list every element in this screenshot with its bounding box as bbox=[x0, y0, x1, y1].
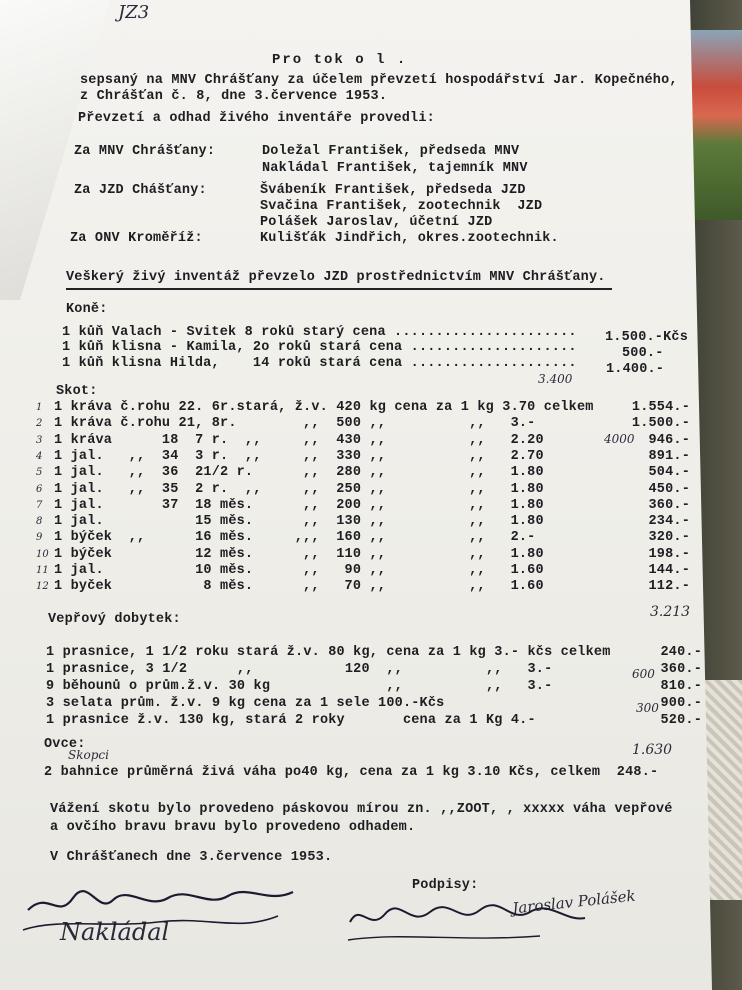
skot-price: 320.- bbox=[648, 530, 690, 546]
skot-row: 1 jal. ,, 35 2 r. ,, ,, 250 ,, ,, 1.80 bbox=[54, 481, 544, 497]
skot-row-number: 10 bbox=[36, 548, 49, 560]
vepr-price: 520.- bbox=[660, 713, 702, 728]
party-name: Polášek Jaroslav, účetní JZD bbox=[260, 215, 493, 230]
vepr-sum: 1.630 bbox=[632, 742, 673, 758]
skot-price: 360.- bbox=[648, 497, 690, 513]
party-name: Nakládal František, tajemník MNV bbox=[262, 161, 528, 176]
signature-scribble-left bbox=[18, 870, 318, 960]
skot-row: 1 byček 8 měs. ,, 70 ,, ,, 1.60 bbox=[54, 579, 544, 595]
signature-polasek: Jaroslav Polášek bbox=[511, 886, 637, 918]
ovce-heading: Ovce: bbox=[44, 737, 86, 752]
vepr-price: 360.- bbox=[660, 662, 702, 677]
skot-row: 1 kráva 18 7 r. ,, ,, 430 ,, ,, 2.20 bbox=[54, 432, 544, 448]
vepr-heading: Vepřový dobytek: bbox=[48, 612, 181, 627]
skot-sum: 3.213 bbox=[650, 604, 691, 620]
kone-price: 1.400.- bbox=[606, 362, 665, 377]
skot-price: 198.- bbox=[648, 546, 690, 562]
vepr-note: 300 bbox=[636, 701, 659, 715]
skot-row: 1 jal. 15 měs. ,, 130 ,, ,, 1.80 bbox=[54, 514, 544, 530]
skot-row-number: 9 bbox=[36, 532, 43, 544]
weighing-line-1: Vážení skotu bylo provedeno páskovou mírou zn. ,,ZOOT, , xxxxx váha vepřové bbox=[50, 802, 673, 817]
intro-line-2: z Chrášťan č. 8, dne 3.července 1953. bbox=[80, 89, 388, 104]
vepr-price: 240.- bbox=[660, 645, 702, 660]
party-name: Doležal František, předseda MNV bbox=[262, 144, 520, 159]
party-label-mnv: Za MNV Chrášťany: bbox=[74, 144, 216, 159]
skot-price: 1.500.- bbox=[631, 416, 690, 432]
ovce-row: 2 bahnice průměrná živá váha po40 kg, cena za 1 kg 3.10 Kčs, celkem 248.- bbox=[44, 765, 659, 780]
kone-row: 1 kůň Valach - Svitek 8 roků starý cena ...................... bbox=[62, 325, 577, 340]
party-name: Kulišťák Jindřich, okres.zootechnik. bbox=[260, 231, 559, 246]
skot-row: 1 jal. 37 18 měs. ,, 200 ,, ,, 1.80 bbox=[54, 497, 544, 513]
vepr-row: 1 prasnice ž.v. 130 kg, stará 2 roky cena za 1 Kg 4.- bbox=[46, 713, 536, 728]
party-label-onv: Za ONV Kroměříž: bbox=[70, 231, 203, 246]
skot-row-number: 6 bbox=[36, 483, 43, 495]
skot-price: 504.- bbox=[648, 465, 690, 481]
vepr-row: 3 selata prům. ž.v. 9 kg cena za 1 sele 100.-Kčs bbox=[46, 696, 445, 711]
vepr-note: 600 bbox=[632, 667, 655, 681]
skot-note: 4000 bbox=[604, 432, 635, 446]
skot-price: 112.- bbox=[648, 579, 690, 595]
kone-heading: Koně: bbox=[66, 302, 108, 317]
skot-row: 1 jal. 10 měs. ,, 90 ,, ,, 1.60 bbox=[54, 563, 544, 578]
vepr-row: 1 prasnice, 3 1/2 ,, 120 ,, ,, 3.- bbox=[46, 662, 553, 677]
kone-price: 1.500.-Kčs bbox=[605, 330, 689, 345]
kone-price: 500.- bbox=[622, 346, 664, 361]
skot-row: 1 býček ,, 16 měs. ,,, 160 ,, ,, 2.- bbox=[54, 530, 536, 546]
party-name: Švábeník František, předseda JZD bbox=[260, 183, 526, 198]
signatures-label: Podpisy: bbox=[412, 878, 479, 893]
skot-row-number: 3 bbox=[36, 434, 43, 446]
intro-line-3: Převzetí a odhad živého inventáře provedli: bbox=[78, 111, 435, 126]
skot-heading: Skot: bbox=[56, 384, 98, 399]
skot-row-number: 2 bbox=[36, 418, 43, 430]
skot-row: 1 kráva č.rohu 21, 8r. ,, 500 ,, ,, 3.- bbox=[54, 416, 536, 432]
skot-row: 1 býček 12 měs. ,, 110 ,, ,, 1.80 bbox=[54, 546, 544, 562]
skot-row-number: 1 bbox=[36, 402, 43, 413]
doc-title: Pro tok o l . bbox=[272, 52, 408, 68]
skot-row-number: 12 bbox=[36, 581, 49, 593]
skot-price: 144.- bbox=[648, 563, 690, 578]
skot-price: 1.554.- bbox=[631, 400, 690, 415]
skot-price: 891.- bbox=[648, 448, 690, 464]
kone-sum: 3.400 bbox=[538, 372, 573, 386]
vepr-row: 9 běhounů o prům.ž.v. 30 kg ,, ,, 3.- bbox=[46, 679, 553, 694]
statement: Veškerý živý inventáž převzelo JZD prostřednictvím MNV Chrášťany. bbox=[66, 270, 606, 285]
intro-line-1: sepsaný na MNV Chrášťany za účelem převzetí hospodářství Jar. Kopečného, bbox=[80, 73, 678, 88]
party-name: Svačina František, zootechnik JZD bbox=[260, 199, 543, 214]
weighing-line-2: a ovčího bravu bravu bylo provedeno odhadem. bbox=[50, 820, 416, 835]
kone-row: 1 kůň klisna - Kamila, 2o roků stará cena .................... bbox=[62, 340, 577, 355]
skot-row: 1 kráva č.rohu 22. 6r.stará, ž.v. 420 kg cena za 1 kg 3.70 celkem bbox=[54, 400, 594, 415]
ovce-handwriting: Skopci bbox=[68, 748, 109, 762]
skot-row-number: 5 bbox=[36, 467, 43, 479]
vepr-price: 900.- bbox=[660, 696, 702, 711]
vepr-row: 1 prasnice, 1 1/2 roku stará ž.v. 80 kg, cena za 1 kg 3.- kčs celkem bbox=[46, 645, 611, 660]
skot-row-number: 7 bbox=[36, 499, 43, 511]
skot-price: 450.- bbox=[648, 481, 690, 497]
skot-row-number: 8 bbox=[36, 516, 43, 528]
skot-row-number: 4 bbox=[36, 450, 43, 462]
skot-row: 1 jal. ,, 34 3 r. ,, ,, 330 ,, ,, 2.70 bbox=[54, 448, 544, 464]
signature-scribble-middle bbox=[340, 892, 600, 952]
skot-row: 1 jal. ,, 36 21/2 r. ,, 280 ,, ,, 1.80 bbox=[54, 465, 544, 481]
skot-row-number: 11 bbox=[36, 565, 49, 576]
skot-price: 946.- bbox=[648, 432, 690, 448]
party-label-jzd: Za JZD Chášťany: bbox=[74, 183, 207, 198]
doc-number: JZ3 bbox=[118, 2, 150, 23]
signature-nakladal: Nakládal bbox=[60, 918, 170, 946]
date-line: V Chrášťanech dne 3.července 1953. bbox=[50, 850, 333, 865]
skot-price: 234.- bbox=[648, 514, 690, 530]
kone-row: 1 kůň klisna Hilda, 14 roků stará cena .................... bbox=[62, 356, 577, 371]
statement-underline bbox=[66, 288, 612, 290]
background-photo bbox=[687, 30, 742, 220]
vepr-price: 810.- bbox=[660, 679, 702, 694]
